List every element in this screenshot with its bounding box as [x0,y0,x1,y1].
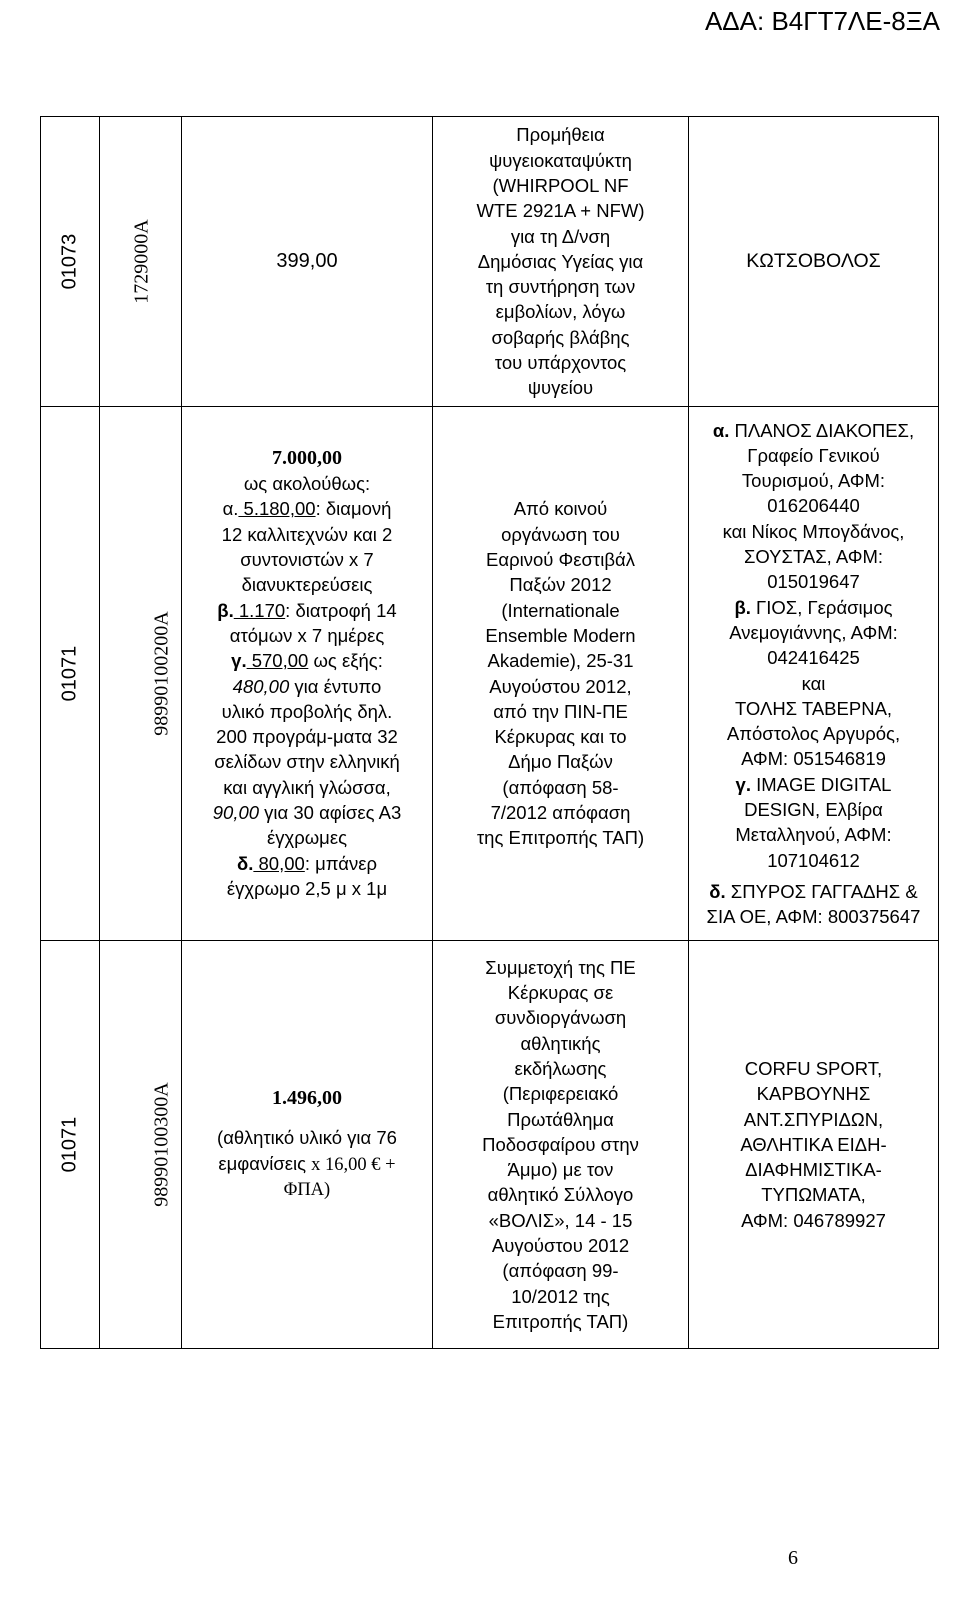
text-line: Συμμετοχή της ΠΕ [485,956,636,978]
description-cell [433,407,689,941]
amount-total: 7.000,00 [272,446,342,469]
expense-table [40,116,939,1349]
amount-total: 1.496,00 [272,1086,342,1109]
text-line: Αυγούστου 2012 [491,1235,630,1257]
text-line: Ensemble Modern [485,624,636,646]
text-line: WTE 2921A + NFW) [476,200,645,222]
text-line: για τη Δ/νση [510,225,611,247]
text-line: Κέρκυρας και το [494,726,627,748]
text-line: Κέρκυρας σε [507,982,614,1004]
amount-breakdown: 7.000,00 ως ακολούθως: α. 5.180,00: διαμονή 12 καλλιτεχνών και 2 συντονιστών x 7 διανυκτερεύσεις β. 1.170: διατροφή 14 ατόμων x 7 ημέρες γ. 570,00 ως εξής: 480,00 για έντυπο υλικό προβολής δηλ. 200 προγράμ-ματα 32 σελίδων στην ελληνική και αγγλική γλώσσα, 90,00 για 30 αφίσες Α3 έγχρωμες δ. 80,00: μπάνερ έγχρωμο 2,5 μ x 1μ [182,446,432,901]
kae-text: 989901003​00Α [150,1082,173,1207]
description-lines [433,496,688,850]
text-line: ΚΩΤΣΟΒΟΛΟΣ [746,249,881,272]
text-line: Άμμο) με τον [507,1159,614,1181]
text-line: ψυγειοκαταψύκτη [489,149,632,171]
code-text: 01071 [58,645,81,702]
text-line: ΑΘΛΗΤΙΚΑ ΕΙΔΗ- [740,1133,887,1155]
beneficiary-list: α. ΠΛΑΝΟΣ ΔΙΑΚΟΠΕΣ, Γραφείο Γενικού Τουρισμού, ΑΦΜ: 016206440 και Νίκος Μπογδάνος, ΣΟΥΣΤΑΣ, ΑΦΜ: 015019647 β. ΓΙΟΣ, Γεράσιμος Ανεμογιάννης, ΑΦΜ: 042416425 και ΤΟΛΗΣ ΤΑΒΕΡΝΑ, Απόστολος Αργυρός, ΑΦΜ: 051546819 γ. IMAGE DIGITAL DESIGN, Ελβίρα Μεταλληνού, ΑΦΜ: 107104612 δ. ΣΠΥΡΟΣ ΓΑΓΓΑΔΗΣ & ΣΙΑ ΟΕ, ΑΦΜ: 800375647 [706,419,921,928]
amount-breakdown: 1.496,00 (αθλητικό υλικό για 76 εμφανίσεις x 16,00 € + ΦΠΑ) [182,1086,432,1203]
text-line: (απόφαση 58- [502,776,619,798]
table-row [41,117,939,407]
text-line: συνδιοργάνωση [494,1007,627,1029]
text-line: (Internationale [501,599,620,621]
text-line: τη συντήρηση των [485,276,636,298]
ada-header: ΑΔΑ: Β4ΓΤ7ΛΕ-8ΞΑ [704,6,940,36]
amount-cell [182,407,433,941]
text-line: ψυγείου [527,377,594,399]
text-line: του υπάρχοντος [494,352,627,374]
text-line: της Επιτροπής ΤΑΠ) [476,827,645,849]
text-line: αθλητικό Σύλλογο [487,1184,634,1206]
text-line: (απόφαση 99- [502,1260,619,1282]
kae-cell [100,941,182,1349]
text-line: Δημόσιας Υγείας για [477,250,644,272]
kae-text: 989901002​00Α [150,611,173,736]
text-line: ΤΥΠΩΜΑΤΑ, [761,1184,866,1206]
kae-cell [100,407,182,941]
code-cell [41,407,100,941]
text-line: από την ΠΙΝ-ΠΕ [493,700,628,722]
text-line: ΑΦΜ: 046789927 [741,1209,886,1231]
table-row [41,407,939,941]
amount-text: 399,00 [276,250,338,272]
amount-cell [182,941,433,1349]
text-line: Από κοινού [513,498,608,520]
code-text: 01073 [58,233,81,290]
description-lines [433,955,688,1334]
text-line: Πρωτάθλημα [507,1108,614,1130]
text-line: εκδήλωσης [514,1057,607,1079]
page-number: 6 [788,1547,798,1569]
amount-cell [182,117,433,407]
text-line: CORFU SPORT, [744,1057,883,1079]
text-line: (Περιφερειακό [502,1083,619,1105]
text-line: Επιτροπής ΤΑΠ) [492,1310,629,1332]
beneficiary-cell [689,941,939,1349]
text-line: Ποδοσφαίρου στην [482,1133,639,1155]
description-cell [433,941,689,1349]
text-line: ΑΝΤ.ΣΠΥΡΙΔΩΝ, [743,1108,884,1130]
text-line: (WHIRPOOL NF [492,174,629,196]
text-line: αθλητικής [520,1032,601,1054]
kae-text: 1729000Α [130,219,153,304]
text-line: Εαρινού Φεστιβάλ [486,549,635,571]
text-line: «ΒΟΛΙΣ», 14 - 15 [488,1209,633,1231]
text-line: οργάνωση του [501,523,620,545]
code-cell [41,117,100,407]
beneficiary-cell [689,407,939,941]
table-row [41,941,939,1349]
beneficiary-cell [689,117,939,407]
text-line: σοβαρής βλάβης [491,326,630,348]
kae-cell [100,117,182,407]
text-line: ΔΙΑΦΗΜΙΣΤΙΚΑ- [745,1159,882,1181]
text-line: Παξών 2012 [509,574,612,596]
code-text: 01071 [58,1116,81,1173]
text-line: Προμήθεια [516,124,605,146]
beneficiary-lines [689,249,938,274]
text-line: Akademie), 25-31 [487,650,634,672]
text-line: εμβολίων, λόγω [495,301,626,323]
text-line: 7/2012 απόφαση [490,801,631,823]
code-cell [41,941,100,1349]
description-cell [433,117,689,407]
text-line: Δήμο Παξών [508,751,613,773]
text-line: Αυγούστου 2012, [489,675,632,697]
text-line: 10/2012 της [511,1285,610,1307]
beneficiary-lines [689,1056,938,1233]
text-line: ΚΑΡΒΟΥΝΗΣ [756,1083,871,1105]
description-lines [433,122,688,400]
